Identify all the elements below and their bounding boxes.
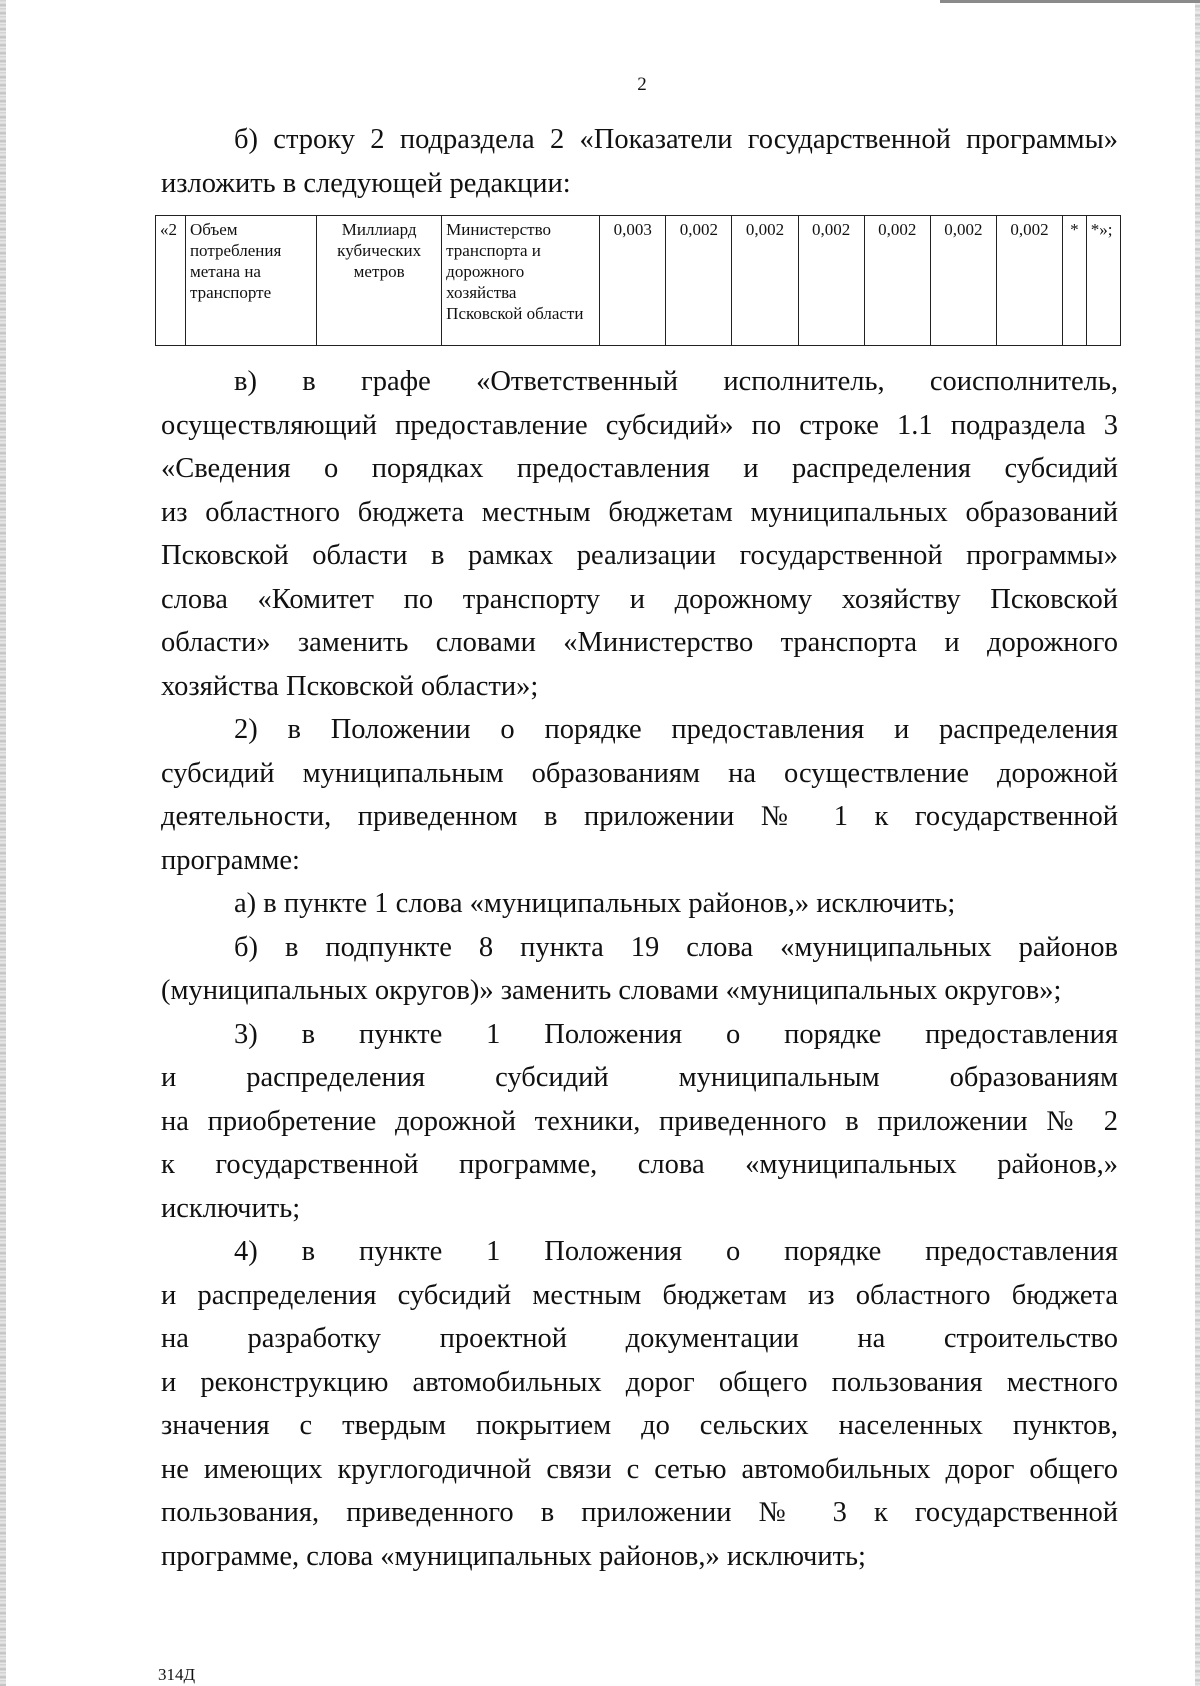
text-line: программе, слова «муниципальных районов,» исключить; [161, 1540, 866, 1572]
text-line: и реконструкцию автомобильных дорог общего пользования местного [161, 1366, 1118, 1398]
paragraph-2a [161, 882, 1118, 926]
text-line: в) в графе «Ответственный исполнитель, соисполнитель, [234, 366, 1118, 397]
value-cell: 0,002 [996, 216, 1062, 346]
text-line: (муниципальных округов)» заменить словами «муниципальных округов»; [161, 975, 1062, 1006]
closing-cell: *»; [1086, 216, 1120, 346]
text-line: к государственной программе, слова «муниципальных районов,» [161, 1149, 1118, 1180]
page-number: 2 [637, 74, 647, 95]
text-line: б) строку 2 подраздела 2 «Показатели государственной программы» [234, 124, 1118, 155]
value-cell: 0,002 [798, 216, 864, 346]
text-line: изложить в следующей редакции: [161, 167, 571, 199]
text-line: на разработку проектной документации на строительство [161, 1323, 1118, 1354]
value-cell: 0,002 [666, 216, 732, 346]
row-number-cell: «2 [156, 216, 186, 346]
text-line: пользования, приведенного в приложении № 3 к государственной [161, 1497, 1118, 1528]
paragraph-3 [161, 1013, 1118, 1231]
text-line: 2) в Положении о порядке предоставления и распределения [234, 714, 1118, 745]
text-line: «Сведения о порядках предоставления и распределения субсидий [161, 453, 1118, 484]
value-cell: 0,002 [930, 216, 996, 346]
text-line: программе: [161, 844, 300, 876]
text-line: субсидий муниципальным образованиям на осуществление дорожной [161, 757, 1118, 789]
text-line: исключить; [161, 1192, 301, 1224]
scan-edge-left [0, 0, 6, 1686]
text-line: 4) в пункте 1 Положения о порядке предоставления [234, 1236, 1118, 1267]
indicator-name-cell: Объем потребления метана на транспорте [185, 216, 316, 346]
text-line: области» заменить словами «Министерство транспорта и дорожного [161, 627, 1118, 658]
value-cell: 0,002 [732, 216, 798, 346]
document-body [161, 118, 1118, 1578]
table-row [156, 216, 1121, 346]
scan-edge-right [1195, 0, 1200, 1686]
intro-paragraph [161, 118, 1118, 205]
text-line: 3) в пункте 1 Положения о порядке предоставления [234, 1018, 1118, 1050]
unit-cell: Миллиард кубических метров [317, 216, 442, 346]
star-cell: * [1063, 216, 1087, 346]
value-cell: 0,002 [864, 216, 930, 346]
text-line: хозяйства Псковской области»; [161, 670, 539, 702]
text-line: а) в пункте 1 слова «муниципальных районов,» исключить; [234, 888, 956, 919]
text-line: деятельности, приведенном в приложении № 1 к государственной [161, 801, 1118, 832]
document-code: 314Д [158, 1665, 196, 1684]
text-line: б) в подпункте 8 пункта 19 слова «муниципальных районов [234, 931, 1118, 963]
paragraph-v [161, 360, 1118, 708]
paragraph-4 [161, 1230, 1118, 1578]
text-line: осуществляющий предоставление субсидий» по строке 1.1 подраздела 3 [161, 409, 1118, 441]
text-line: и распределения субсидий местным бюджетам из областного бюджета [161, 1279, 1118, 1311]
text-line: на приобретение дорожной техники, приведенного в приложении № 2 [161, 1105, 1118, 1137]
text-line: и распределения субсидий муниципальным образованиям [161, 1062, 1118, 1093]
value-cell: 0,003 [600, 216, 666, 346]
text-line: Псковской области в рамках реализации государственной программы» [161, 540, 1118, 571]
responsible-cell: Министерство транспорта и дорожного хозяйства Псковской области [442, 216, 600, 346]
text-line: не имеющих круглогодичной связи с сетью автомобильных дорог общего [161, 1453, 1118, 1485]
text-line: значения с твердым покрытием до сельских населенных пунктов, [161, 1410, 1118, 1441]
text-line: из областного бюджета местным бюджетам муниципальных образований [161, 496, 1118, 528]
scan-edge-top [940, 0, 1200, 3]
paragraph-2 [161, 708, 1118, 882]
indicator-table [155, 215, 1121, 346]
text-line: слова «Комитет по транспорту и дорожному хозяйству Псковской [161, 583, 1118, 615]
paragraph-2b [161, 926, 1118, 1013]
